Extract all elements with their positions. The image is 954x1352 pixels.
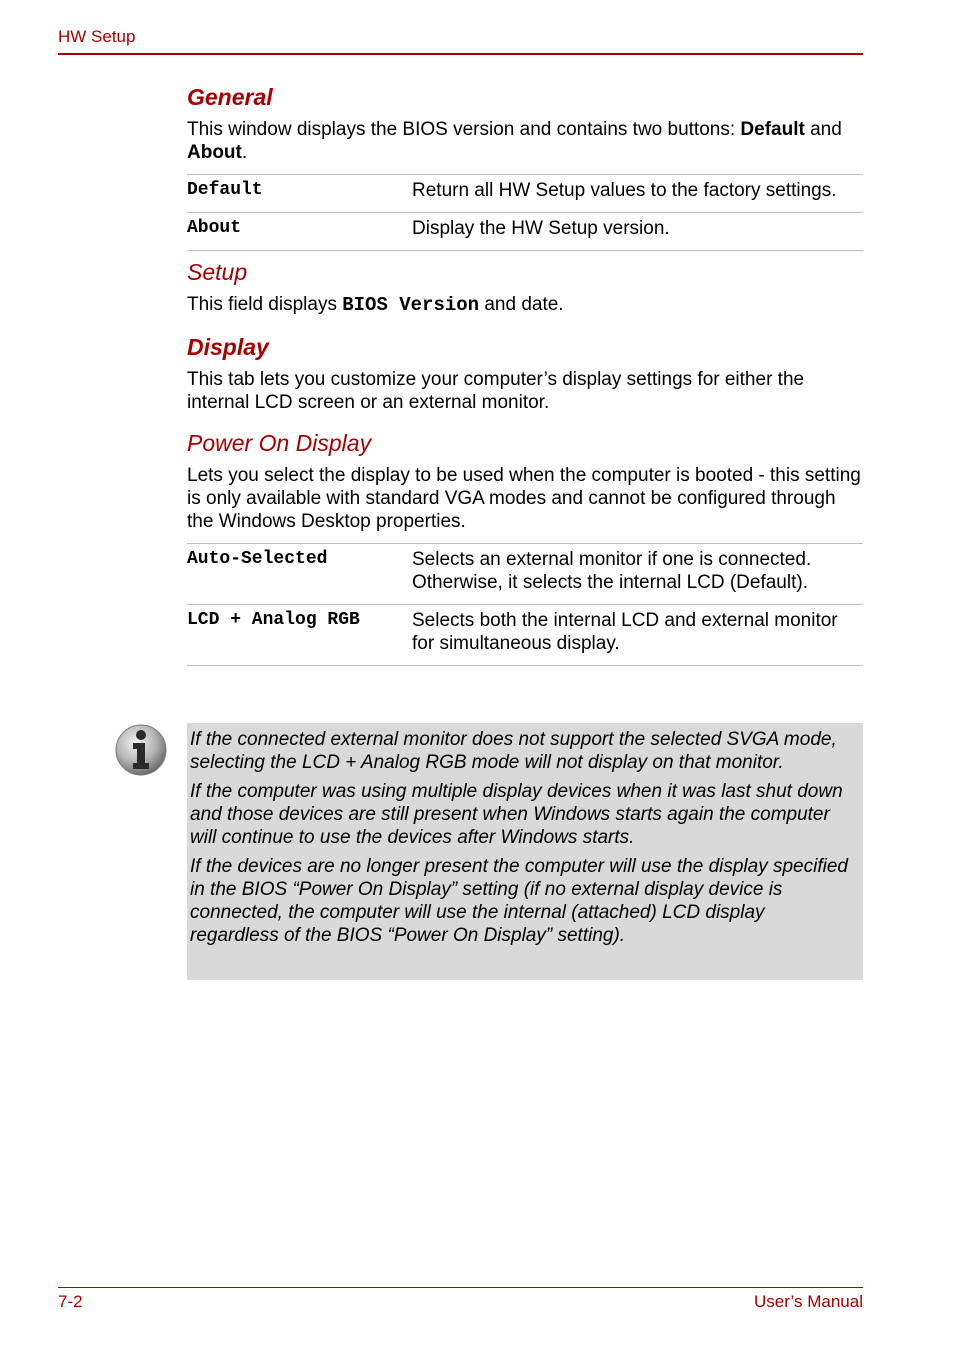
display-text: This tab lets you customize your computer’s display settings for either the internal LCD screen or an external monitor. <box>187 369 805 413</box>
bios-version-term: BIOS Version <box>342 294 480 316</box>
info-icon <box>113 722 169 778</box>
default-button-name: Default <box>740 119 805 140</box>
power-on-display-text: Lets you select the display to be used when the computer is booted - this setting is only available with standard VGA modes and cannot be configured through the Windows Desktop properties. <box>187 465 861 532</box>
display-heading: Display <box>187 334 269 360</box>
manual-title: User’s Manual <box>754 1292 863 1311</box>
term-auto-selected: Auto-Selected <box>187 544 412 605</box>
note-box <box>187 723 863 980</box>
description-default: Return all HW Setup values to the factory settings. <box>412 175 863 213</box>
setup-text: This field displays BIOS Version and date. <box>187 294 564 316</box>
description-auto-selected: Selects an external monitor if one is connected. Otherwise, it selects the internal LCD (Default). <box>412 544 863 605</box>
general-intro: This window displays the BIOS version and contains two buttons: Default and About. <box>187 119 842 163</box>
description-about: Display the HW Setup version. <box>412 213 863 251</box>
general-buttons-table <box>187 174 863 251</box>
table-row <box>187 544 863 605</box>
description-lcd-analog-rgb: Selects both the internal LCD and external monitor for simultaneous display. <box>412 605 863 666</box>
term-about: About <box>187 213 412 251</box>
footer-rule <box>58 1287 863 1288</box>
setup-heading: Setup <box>187 259 248 285</box>
page-number: 7-2 <box>58 1292 83 1311</box>
table-row <box>187 213 863 251</box>
note-paragraph: If the devices are no longer present the computer will use the display specified in the BIOS “Power On Display” setting (if no external display device is connected, the computer will use the internal (attached) LCD display regardless of the BIOS “Power On Display” setting). <box>190 856 848 946</box>
running-header: HW Setup <box>58 27 136 46</box>
term-default: Default <box>187 175 412 213</box>
power-on-display-heading: Power On Display <box>187 430 372 456</box>
page-content <box>187 82 863 666</box>
note-paragraph: If the computer was using multiple display devices when it was last shut down and those devices are still present when Windows starts again the computer will continue to use the devices after Windows starts. <box>190 781 843 848</box>
general-heading: General <box>187 84 273 110</box>
table-row <box>187 175 863 213</box>
header-rule <box>58 53 863 55</box>
about-button-name: About <box>187 142 242 163</box>
term-lcd-analog-rgb: LCD + Analog RGB <box>187 605 412 666</box>
power-on-display-options-table <box>187 543 863 666</box>
note-paragraph: If the connected external monitor does not support the selected SVGA mode, selecting the LCD + Analog RGB mode will not display on that monitor. <box>190 729 837 773</box>
table-row <box>187 605 863 666</box>
